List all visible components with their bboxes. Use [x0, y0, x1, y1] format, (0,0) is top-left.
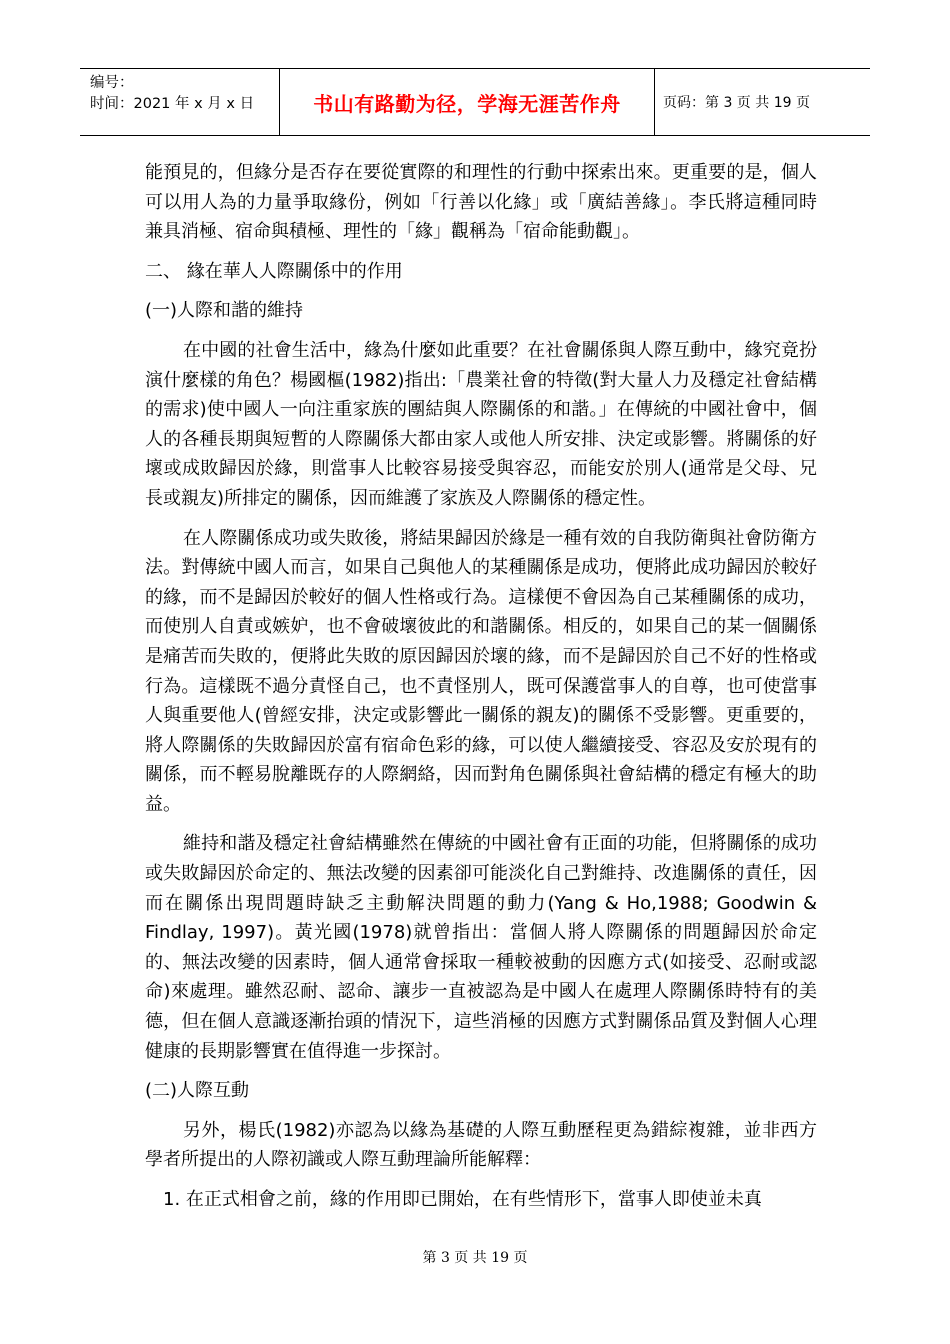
paragraph: 在中國的社會生活中，緣為什麼如此重要？在社會關係與人際互動中，緣究竟扮演什麼樣的角色？楊國樞(1982)指出:「農業社會的特徵(對大量人力及穩定社會結構的需求)使中國人一向注重家族的團結與人際關係的和諧。」在傳統的中國社會中，個人的各種長期與短暫的人際關係大都由家人或他人所安排、決定或影響。將關係的好壞或成敗歸因於緣，則當事人比較容易接受與容忍，而能安於別人(通常是父母、兄長或親友)所排定的關係，因而維護了家族及人際關係的穩定性。: [145, 339, 817, 509]
header-meta-cell: [80, 69, 280, 135]
paragraph: 能預見的，但緣分是否存在要從實際的和理性的行動中探索出來。更重要的是，個人可以用人為的力量爭取緣份，例如「行善以化緣」或「廣結善緣」。李氏將這種同時兼具消極、宿命與積極、理性的「緣」觀稱為「宿命能動觀」。: [145, 162, 817, 243]
paragraph: 在人際關係成功或失敗後，將結果歸因於緣是一種有效的自我防衛與社會防衛方法。對傳統中國人而言，如果自己與他人的某種關係是成功，便將此成功歸因於較好的緣，而不是歸因於較好的個人性格或行為。這樣便不會因為自己某種關係的成功，而使別人自責或嫉妒，也不會破壞彼此的和諧關係。相反的，如果自己的某一個關係是痛苦而失敗的，便將此失敗的原因歸因於壞的緣，而不是歸因於自己不好的性格或行為。這樣既不過分責怪自己，也不責怪別人，既可保護當事人的自尊，也可使當事人與重要他人(曾經安排，決定或影響此一關係的親友)的關係不受影響。更重要的，將人際關係的失敗歸因於富有宿命色彩的緣，可以使人繼續接受、容忍及安於現有的關係，而不輕易脫離既存的人際網絡，因而對角色關係與社會結構的穩定有極大的助益。: [145, 527, 817, 815]
header-motto: 书山有路勤为径，学海无涯苦作舟: [313, 91, 621, 116]
document-header: [80, 68, 870, 136]
section-heading: 二、 緣在華人人際關係中的作用: [145, 260, 403, 282]
subsection-heading: (一)人際和諧的維持: [145, 300, 304, 322]
document-number-label: 编号：: [90, 75, 134, 91]
document-date: 时间：2021 年 x 月 x 日: [90, 96, 255, 112]
header-page-info: 页码：第 3 页 共 19 页: [663, 95, 810, 111]
document-body: [145, 158, 817, 1215]
header-page-cell: [655, 69, 870, 135]
header-motto-cell: [280, 69, 655, 135]
paragraph: 另外，楊氏(1982)亦認為以緣為基礎的人際互動歷程更為錯綜複雜，並非西方學者所提出的人際初識或人際互動理論所能解釋：: [145, 1119, 817, 1171]
page-footer: 第 3 页 共 19 页: [422, 1250, 528, 1266]
list-item: 1. 在正式相會之前，緣的作用即已開始，在有些情形下，當事人即使並未真: [163, 1189, 762, 1210]
paragraph: 維持和諧及穩定社會結構雖然在傳統的中國社會有正面的功能，但將關係的成功或失敗歸因於命定的、無法改變的因素卻可能淡化自己對維持、改進關係的責任，因而在關係出現問題時缺乏主動解決問題的動力(Yang & Ho,1988; Goodwin & Findlay, 1997)。黃光國(1978)就曾指出：當個人將人際關係的問題歸因於命定的、無法改變的因素時，個人通常會採取一種較被動的因應方式(如接受、忍耐或認命)來處理。雖然忍耐、認命、讓步一直被認為是中國人在處理人際關係時特有的美德，但在個人意識逐漸抬頭的情況下，這些消極的因應方式對關係品質及對個人心理健康的長期影響實在值得進一步探討。: [145, 833, 817, 1062]
subsection-heading: (二)人際互動: [145, 1080, 250, 1102]
